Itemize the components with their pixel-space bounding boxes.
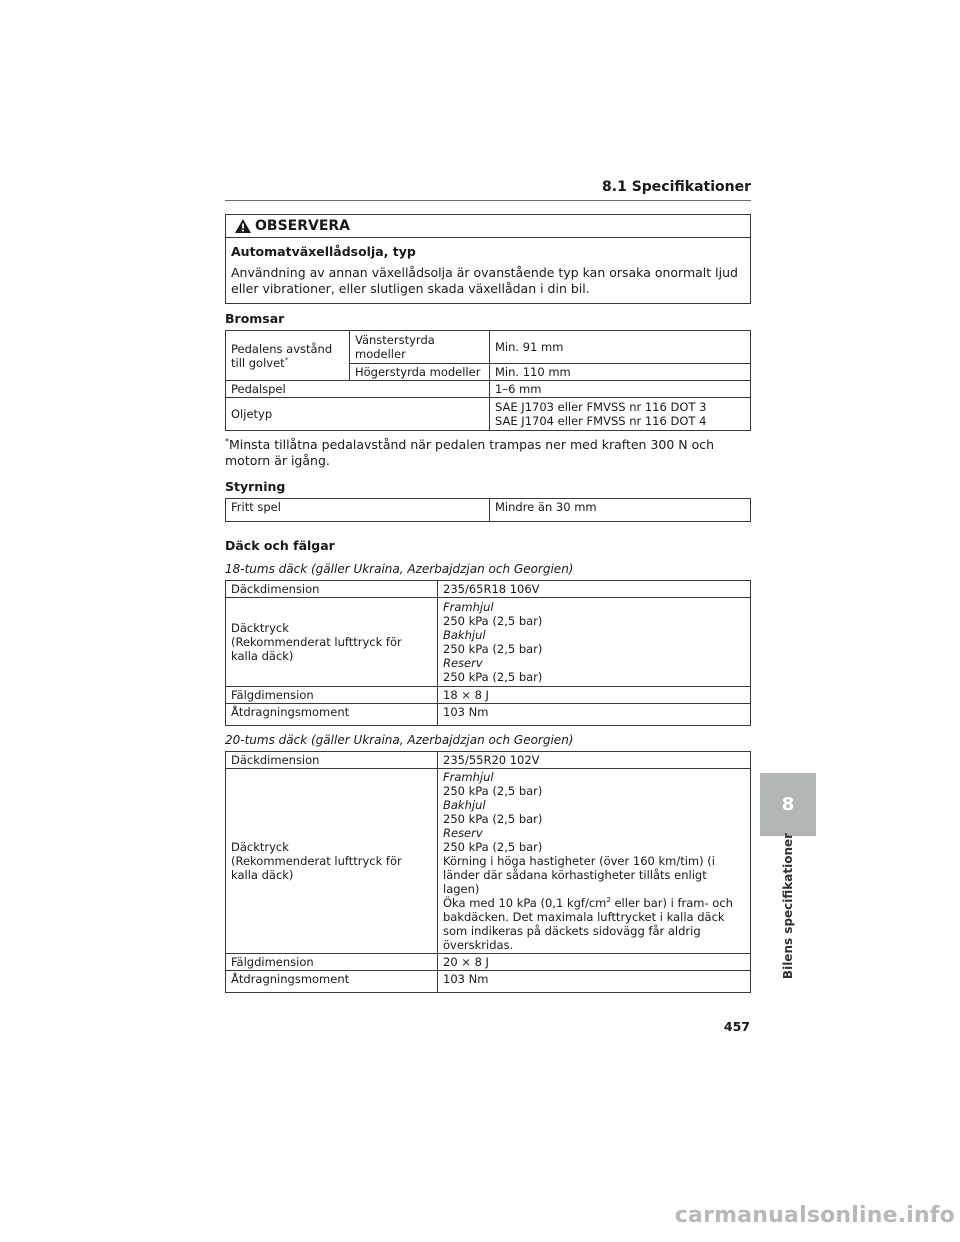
tires-18-title: 18-tums däck (gäller Ukraina, Azerbajdzjan och Georgien) — [225, 562, 574, 576]
table-row — [226, 769, 751, 954]
table-row — [226, 687, 751, 704]
brakes-footnote: *Minsta tillåtna pedalavstånd när pedalen trampas ner med kraften 300 N och motorn är igång. — [225, 436, 715, 468]
table-cell: Framhjul 250 kPa (2,5 bar) Bakhjul 250 kPa (2,5 bar) Reserv 250 kPa (2,5 bar) Körning i höga hastigheter (över 160 km/tim) (i länder där sådana körhastigheter tillåts enligt lagen) Öka med 10 kPa (0,1 kgf/$cm^2$ eller bar) i fram- och bakdäcken. Det maximala lufttrycket i kalla däck som indikeras på däckets sidovägg får aldrig överskridas. — [438, 769, 751, 954]
highspeed-text: Körning i höga hastigheter (över 160 km/tim) (i länder där sådana körhastigheter tillåts enligt lagen) — [443, 854, 715, 896]
table-cell: Pedalens avstånd till golvet* — [226, 331, 350, 381]
table-cell: Oljetyp — [226, 398, 490, 431]
chapter-tab[interactable] — [760, 773, 816, 836]
watermark: carmanualsonline.info — [674, 1203, 955, 1228]
table-cell: 235/65R18 106V — [438, 581, 751, 598]
table-row — [226, 598, 751, 687]
brakes-table — [225, 330, 751, 431]
table-row — [226, 381, 751, 398]
brakes-heading: Bromsar — [225, 311, 285, 326]
table-cell — [490, 398, 751, 431]
table-cell: Pedalspel — [226, 381, 490, 398]
table-row — [226, 752, 751, 769]
table-cell: Däcktryck (Rekommenderat lufttryck för kalla däck) — [226, 769, 438, 954]
footnote-mark: * — [284, 355, 289, 364]
table-row — [226, 398, 751, 431]
notice-title: Automatväxellådsolja, typ — [231, 244, 416, 259]
table-cell: Däckdimension — [226, 581, 438, 598]
steering-heading: Styrning — [225, 479, 286, 494]
section-title: 8.1 Specifikationer — [602, 179, 751, 195]
table-cell: 1–6 mm — [490, 381, 751, 398]
table-cell: 20 × 8 J — [438, 954, 751, 971]
table-cell: 18 × 8 J — [438, 687, 751, 704]
table-cell: Fälgdimension — [226, 954, 438, 971]
table-row — [226, 499, 751, 522]
tires-20-title: 20-tums däck (gäller Ukraina, Azerbajdzjan och Georgien) — [225, 733, 574, 747]
notice-text: Användning av annan växellådsolja är ovanstående typ kan orsaka onormalt ljud eller vibrationer, eller slutligen skada växellådan i din bil. — [231, 265, 738, 296]
table-cell: Högerstyrda modeller — [350, 364, 490, 381]
table-row — [226, 971, 751, 993]
notice-box — [225, 214, 751, 304]
table-cell: 103 Nm — [438, 971, 751, 993]
table-row — [226, 704, 751, 726]
table-cell: Fritt spel — [226, 499, 490, 522]
notice-label: OBSERVERA — [255, 218, 351, 234]
table-cell: Däcktryck (Rekommenderat lufttryck för kalla däck) — [226, 598, 438, 687]
notice-header — [226, 215, 750, 238]
table-cell: 235/55R20 102V — [438, 752, 751, 769]
increase-text: Öka med 10 kPa (0,1 kgf/$cm^2$ eller bar) i fram- och bakdäcken. Det maximala lufttrycket i kalla däck som indikeras på däckets sidovägg får aldrig överskridas. — [443, 896, 733, 952]
table-cell: Däckdimension — [226, 752, 438, 769]
notice-body — [226, 238, 750, 303]
table-cell: Min. 110 mm — [490, 364, 751, 381]
table-row — [226, 954, 751, 971]
page-header — [225, 178, 751, 201]
table-row — [226, 331, 751, 364]
table-row — [226, 581, 751, 598]
tires-heading: Däck och fälgar — [225, 538, 335, 553]
warning-icon — [234, 218, 252, 234]
table-cell: Mindre än 30 mm — [490, 499, 751, 522]
tires-18-table — [225, 580, 751, 726]
table-cell: 103 Nm — [438, 704, 751, 726]
tires-20-table — [225, 751, 751, 993]
table-cell: Min. 91 mm — [490, 331, 751, 364]
table-cell: Åtdragningsmoment — [226, 971, 438, 993]
chapter-number: 8 — [781, 794, 795, 815]
table-cell: Framhjul 250 kPa (2,5 bar) Bakhjul 250 kPa (2,5 bar) Reserv 250 kPa (2,5 bar) — [438, 598, 751, 687]
page-number: 457 — [723, 1019, 750, 1034]
steering-table — [225, 498, 751, 522]
oil-value-2: SAE J1704 eller FMVSS nr 116 DOT 4 — [495, 414, 707, 428]
table-cell: Åtdragningsmoment — [226, 704, 438, 726]
oil-value-1: SAE J1703 eller FMVSS nr 116 DOT 3 — [495, 400, 707, 414]
table-cell: Vänsterstyrda modeller — [350, 331, 490, 364]
table-cell: Fälgdimension — [226, 687, 438, 704]
